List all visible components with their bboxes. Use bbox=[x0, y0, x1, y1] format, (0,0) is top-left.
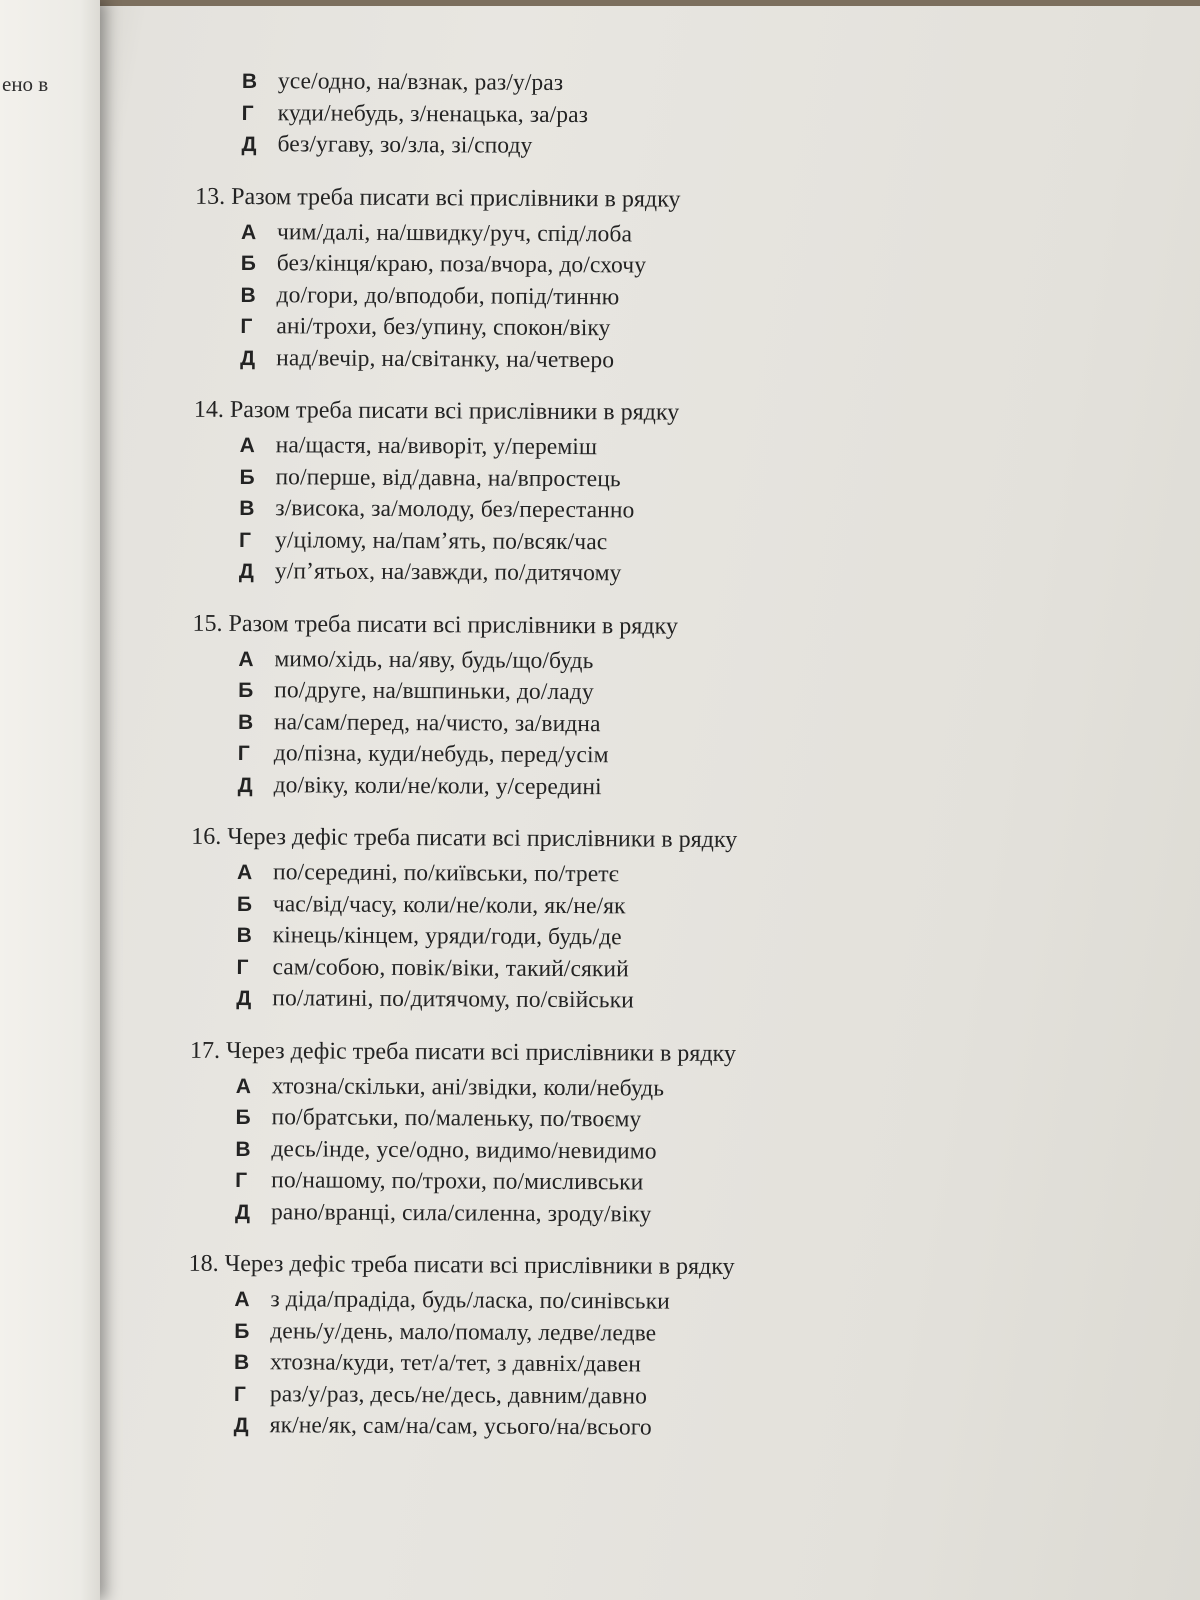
option-text: по/друге, на/вшпиньки, до/ладу bbox=[274, 677, 594, 706]
question-number: 18. bbox=[188, 1250, 219, 1277]
answer-option bbox=[238, 643, 878, 678]
answer-option bbox=[236, 951, 876, 986]
option-letter: А bbox=[234, 1287, 250, 1312]
answer-option bbox=[234, 1378, 874, 1413]
option-text: на/щастя, на/виворіт, у/переміш bbox=[275, 432, 598, 461]
question-prompt: Через дефіс треба писати всі прислівники в рядку bbox=[224, 1250, 735, 1281]
question-block bbox=[191, 821, 877, 1018]
question-heading bbox=[195, 180, 881, 216]
option-text: до/гори, до/вподоби, попід/тинню bbox=[276, 281, 620, 310]
option-letter: Г bbox=[236, 955, 249, 979]
option-letter: А bbox=[235, 1074, 252, 1098]
answer-option bbox=[241, 279, 881, 314]
answer-option bbox=[241, 216, 881, 251]
answer-option bbox=[241, 129, 881, 164]
question-list bbox=[188, 180, 882, 1445]
option-text: усе/одно, на/взнак, раз/у/раз bbox=[277, 68, 564, 96]
option-text: без/кінця/краю, поза/вчора, до/схочу bbox=[276, 250, 647, 279]
option-letter: Д bbox=[234, 1200, 251, 1224]
answer-option bbox=[234, 1410, 874, 1445]
answer-option bbox=[235, 1133, 875, 1168]
option-letter: А bbox=[240, 220, 257, 244]
option-letter: Д bbox=[236, 986, 252, 1011]
question-prompt: Через дефіс треба писати всі прислівники в рядку bbox=[225, 1037, 736, 1067]
option-letter: А bbox=[239, 433, 255, 458]
question-heading bbox=[191, 821, 877, 857]
question-number: 14. bbox=[193, 396, 224, 423]
option-text: у/п’ятьох, на/завжди, по/дитячому bbox=[274, 558, 622, 587]
option-text: мимо/хідь, на/яву, будь/що/будь bbox=[274, 645, 594, 674]
answer-option bbox=[239, 461, 879, 496]
answer-option bbox=[238, 769, 878, 804]
answer-option bbox=[237, 920, 877, 955]
question-prompt: Разом треба писати всі прислівники в рядку bbox=[228, 610, 678, 640]
question-prompt: Разом треба писати всі прислівники в рядку bbox=[231, 183, 681, 213]
question-number: 13. bbox=[195, 183, 226, 210]
continued-options bbox=[241, 66, 882, 164]
option-letter: Д bbox=[241, 132, 257, 157]
option-letter: А bbox=[238, 647, 254, 671]
right-page bbox=[92, 6, 1200, 1600]
option-letter: Д bbox=[237, 773, 253, 797]
option-text: без/угаву, зо/зла, зі/споду bbox=[277, 131, 533, 159]
question-heading bbox=[190, 1034, 876, 1070]
option-text: до/пізна, куди/небудь, перед/усім bbox=[273, 740, 609, 769]
option-letter: А bbox=[237, 860, 253, 885]
question-prompt: Через дефіс треба писати всі прислівники в рядку bbox=[227, 823, 738, 854]
option-text: до/віку, коли/не/коли, у/середині bbox=[273, 771, 602, 800]
answer-option bbox=[239, 556, 879, 591]
option-text: по/середині, по/київськи, по/третє bbox=[272, 859, 619, 888]
option-letter: В bbox=[240, 283, 256, 307]
option-letter: В bbox=[237, 710, 254, 734]
option-letter: В bbox=[235, 1137, 251, 1161]
answer-option bbox=[236, 1070, 876, 1105]
answer-option bbox=[234, 1284, 874, 1319]
option-text: день/у/день, мало/помалу, ледве/ледве bbox=[270, 1317, 657, 1347]
answer-option bbox=[242, 97, 882, 132]
answer-option bbox=[237, 888, 877, 923]
option-letter: Б bbox=[236, 892, 253, 916]
option-text: десь/інде, усе/одно, видимо/невидимо bbox=[271, 1135, 657, 1165]
option-letter: Д bbox=[238, 559, 254, 584]
left-page-text-fragment: ено в bbox=[2, 72, 49, 96]
option-text: у/цілому, на/пам’ять, по/всяк/час bbox=[275, 526, 608, 555]
answer-option bbox=[234, 1315, 874, 1350]
answer-option bbox=[236, 983, 876, 1018]
option-text: над/вечір, на/світанку, на/четверо bbox=[276, 344, 615, 373]
answer-option bbox=[235, 1196, 875, 1231]
option-text: сам/собою, повік/віки, такий/сякий bbox=[272, 953, 629, 982]
question-number: 16. bbox=[191, 823, 222, 850]
option-letter: Б bbox=[234, 1319, 250, 1343]
answer-option bbox=[238, 675, 878, 710]
question-block bbox=[189, 1034, 876, 1231]
option-text: по/братськи, по/маленьку, по/твоєму bbox=[271, 1104, 642, 1133]
option-letter: Г bbox=[239, 528, 252, 552]
option-letter: Г bbox=[235, 1168, 248, 1193]
option-letter: В bbox=[234, 1350, 250, 1375]
option-letter: В bbox=[239, 496, 255, 521]
answer-option bbox=[239, 524, 879, 559]
answer-option bbox=[235, 1102, 875, 1137]
option-letter: Д bbox=[240, 346, 256, 370]
answer-option bbox=[237, 857, 877, 892]
option-text: час/від/часу, коли/не/коли, як/не/як bbox=[272, 890, 626, 919]
question-block bbox=[188, 1248, 875, 1445]
question-heading bbox=[194, 394, 880, 430]
question-number: 15. bbox=[192, 610, 223, 637]
option-text: рано/вранці, сила/силенна, зроду/віку bbox=[270, 1198, 652, 1228]
option-text: з діда/прадіда, будь/ласка, по/синівськи bbox=[270, 1286, 670, 1315]
option-text: на/сам/перед, на/чисто, за/видна bbox=[273, 708, 601, 737]
show-through-texture bbox=[970, 6, 1200, 1600]
question-block bbox=[193, 394, 880, 591]
answer-option bbox=[241, 248, 881, 283]
option-letter: В bbox=[236, 923, 252, 948]
option-text: ані/трохи, без/упину, спокон/віку bbox=[276, 313, 611, 342]
option-letter: Б bbox=[238, 678, 254, 703]
option-text: хтозна/куди, тет/а/тет, з давніх/давен bbox=[270, 1349, 642, 1378]
question-block bbox=[192, 607, 879, 804]
option-text: по/нашому, по/трохи, по/мисливськи bbox=[271, 1167, 644, 1196]
option-text: кінець/кінцем, уряди/годи, будь/де bbox=[272, 922, 622, 951]
question-block bbox=[195, 180, 881, 377]
option-letter: Б bbox=[239, 465, 255, 489]
option-letter: Д bbox=[233, 1413, 249, 1438]
option-text: по/латині, по/дитячому, по/свійськи bbox=[272, 985, 634, 1014]
answer-option bbox=[234, 1347, 874, 1382]
question-number: 17. bbox=[189, 1037, 221, 1064]
question-prompt: Разом треба писати всі прислівники в рядку bbox=[229, 396, 680, 426]
question-heading bbox=[189, 1248, 875, 1284]
option-letter: Г bbox=[240, 314, 253, 339]
option-text: раз/у/раз, десь/не/десь, давним/давно bbox=[269, 1380, 648, 1409]
option-letter: Г bbox=[233, 1382, 246, 1406]
page-content bbox=[188, 66, 882, 1445]
question-heading bbox=[192, 607, 878, 643]
option-letter: Б bbox=[240, 251, 256, 276]
answer-option bbox=[240, 342, 880, 377]
answer-option bbox=[235, 1165, 875, 1200]
option-text: як/не/як, сам/на/сам, усього/на/всього bbox=[269, 1412, 652, 1441]
left-page bbox=[0, 0, 100, 1600]
answer-option bbox=[240, 311, 880, 346]
option-letter: Г bbox=[241, 101, 254, 125]
option-letter: Г bbox=[237, 741, 250, 766]
answer-option bbox=[238, 738, 878, 773]
option-text: з/висока, за/молоду, без/перестанно bbox=[275, 495, 635, 524]
option-letter: В bbox=[241, 69, 258, 94]
answer-option bbox=[239, 493, 879, 528]
answer-option bbox=[238, 706, 878, 741]
option-letter: Б bbox=[235, 1105, 251, 1130]
answer-option bbox=[242, 66, 882, 101]
option-text: хтозна/скільки, ані/звідки, коли/небудь bbox=[271, 1072, 665, 1102]
answer-option bbox=[240, 430, 880, 465]
option-text: по/перше, від/давна, на/впростець bbox=[275, 463, 621, 492]
option-text: чим/далі, на/швидку/руч, спід/лоба bbox=[276, 218, 633, 247]
option-text: куди/небудь, з/ненацька, за/раз bbox=[277, 99, 589, 128]
